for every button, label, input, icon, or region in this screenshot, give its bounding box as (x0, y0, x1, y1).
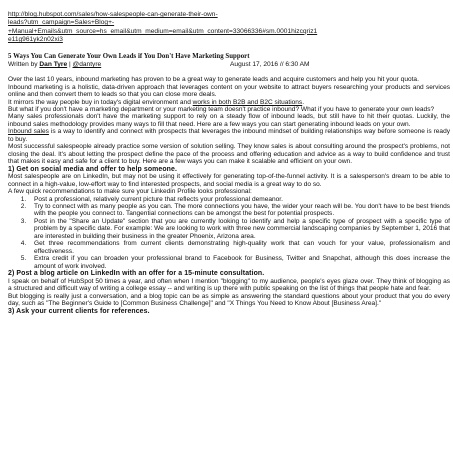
url-line[interactable]: leads?utm_campaign=Sales+Blog+- (8, 19, 115, 27)
paragraph-text: is a way to identify and connect with prospects that leverages the inbound mindset of building relationships way before someone is ready to buy. (8, 128, 450, 143)
source-url[interactable] (8, 11, 448, 44)
byline (8, 61, 447, 69)
paragraph: Over the last 10 years, inbound marketing has proven to be a great way to generate leads and acquire customers and help you hit your quota. (8, 76, 419, 84)
paragraph (8, 99, 450, 106)
url-line[interactable]: http://blog.hubspot.com/sales/how-salespeople-can-generate-their-own- (8, 11, 218, 18)
paragraph (8, 128, 450, 143)
url-line[interactable]: +Manual+Emails&utm_source=hs_email&utm_medium=email&utm_content=33066336#sm.0001hizcqriz1 (8, 27, 318, 35)
inbound-sales-link[interactable]: Inbound sales (8, 128, 49, 136)
byline-separator: | (67, 61, 73, 69)
list-item: 2. Try to connect with as many people as you can. The more connections you have, the wider your reach will be. You don't have to be best friends with the people you connect to. Tangential connections can be amongst the best for potential prospects. (28, 203, 450, 218)
paragraph: But blogging is really just a conversation, and a blog topic can be as simple as answering the standard questions about your product that you do every day, such as "The Beginner's Guide to [Common Business Challenge]" and "X Things You Need to Know About [Business Area]." (8, 292, 450, 308)
paragraph-text: It mirrors the way people buy in today's digital environment and (8, 98, 193, 106)
paragraph-text: . (302, 98, 305, 106)
recommendation-list (8, 196, 450, 271)
list-item: 3. Post in the "Share an Update" section that you are currently looking to identify and help a specific type of prospect with a specific type of problem by a specific date. For example: We are looking to work with three new commercial landscaping companies by September 1, 2016 that are interested in building their business in the greater Phoenix, Arizona area. (28, 218, 450, 240)
url-line[interactable]: e11g961yk2n02xi3 (8, 35, 63, 43)
paragraph: Most salespeople are on LinkedIn, but may not be using it effectively for generating top-of-the-funnel activity. It is a salesperson's dream to be able to connect in a high-value, low-effort way to find interested prospects, and social media is a great way to do so. (8, 173, 450, 188)
byline-prefix: Written by (8, 61, 40, 69)
list-item: 5. Extra credit if you can broaden your professional brand to Facebook for Business, Twitter and Snapchat, although this does increase the amount of work involved. (28, 255, 450, 270)
paragraph: Most successful salespeople already practice some version of solution selling. They know sales is about consulting around the prospect's problems, not closing the deal. It's about letting the prospect define the pace of the process and offering education and advice as a way to build confidence and trust that makes it easy and safe for a client to buy. Here are a few ways you can make it scalable and efficient on your own. (8, 143, 450, 166)
article-title: 5 Ways You Can Generate Your Own Leads if You Don't Have Marketing Support (8, 53, 250, 61)
section-heading: 2) Post a blog article on LinkedIn with an offer for a 15-minute consultation. (8, 270, 265, 278)
b2b-b2c-link[interactable]: works in both B2B and B2C situations (192, 98, 303, 106)
paragraph: A few quick recommendations to make sure your Linkedin Profile looks professional: (8, 188, 252, 196)
list-item: 4. Get three recommendations from current clients demonstrating high-quality work that can vouch for your value, professionalism and effectiveness. (28, 240, 450, 255)
article-body (8, 76, 450, 315)
paragraph: Inbound marketing is a holistic, data-driven approach that leverages content on your website to attract buyers researching your products and services online and then convert them to leads so that you can close more deals. (8, 83, 450, 99)
author-link[interactable]: Dan Tyre (39, 61, 68, 69)
section-heading: 1) Get on social media and offer to help someone. (8, 165, 177, 173)
list-item: 1. Post a professional, relatively current picture that reflects your professional demeanor. (28, 196, 450, 203)
paragraph: But what if you don't have a marketing department or your marketing team doesn't practice inbound? What if you have to generate your own leads? (8, 106, 435, 113)
section-heading: 3) Ask your current clients for references. (8, 307, 150, 315)
publish-date: August 17, 2016 // 6:30 AM (230, 61, 310, 69)
paragraph: I speak on behalf of HubSpot 50 times a year, and often when I mention "blogging" to my audience, people's eyes glaze over. They think of blogging as a structured and difficult way of writing a college essay -- and writing is up there with public speaking on the list of things that people hate and fear. (8, 277, 450, 293)
twitter-handle-link[interactable]: @dantyre (72, 61, 102, 69)
paragraph: Many sales professionals don't have the marketing support to rely on a steady flow of inbound leads, but still have to hit their quotas. Luckily, the inbound sales methodology provides many ways to fill that need. Here are a few ways you can start generating inbound leads on your own. (8, 113, 450, 128)
